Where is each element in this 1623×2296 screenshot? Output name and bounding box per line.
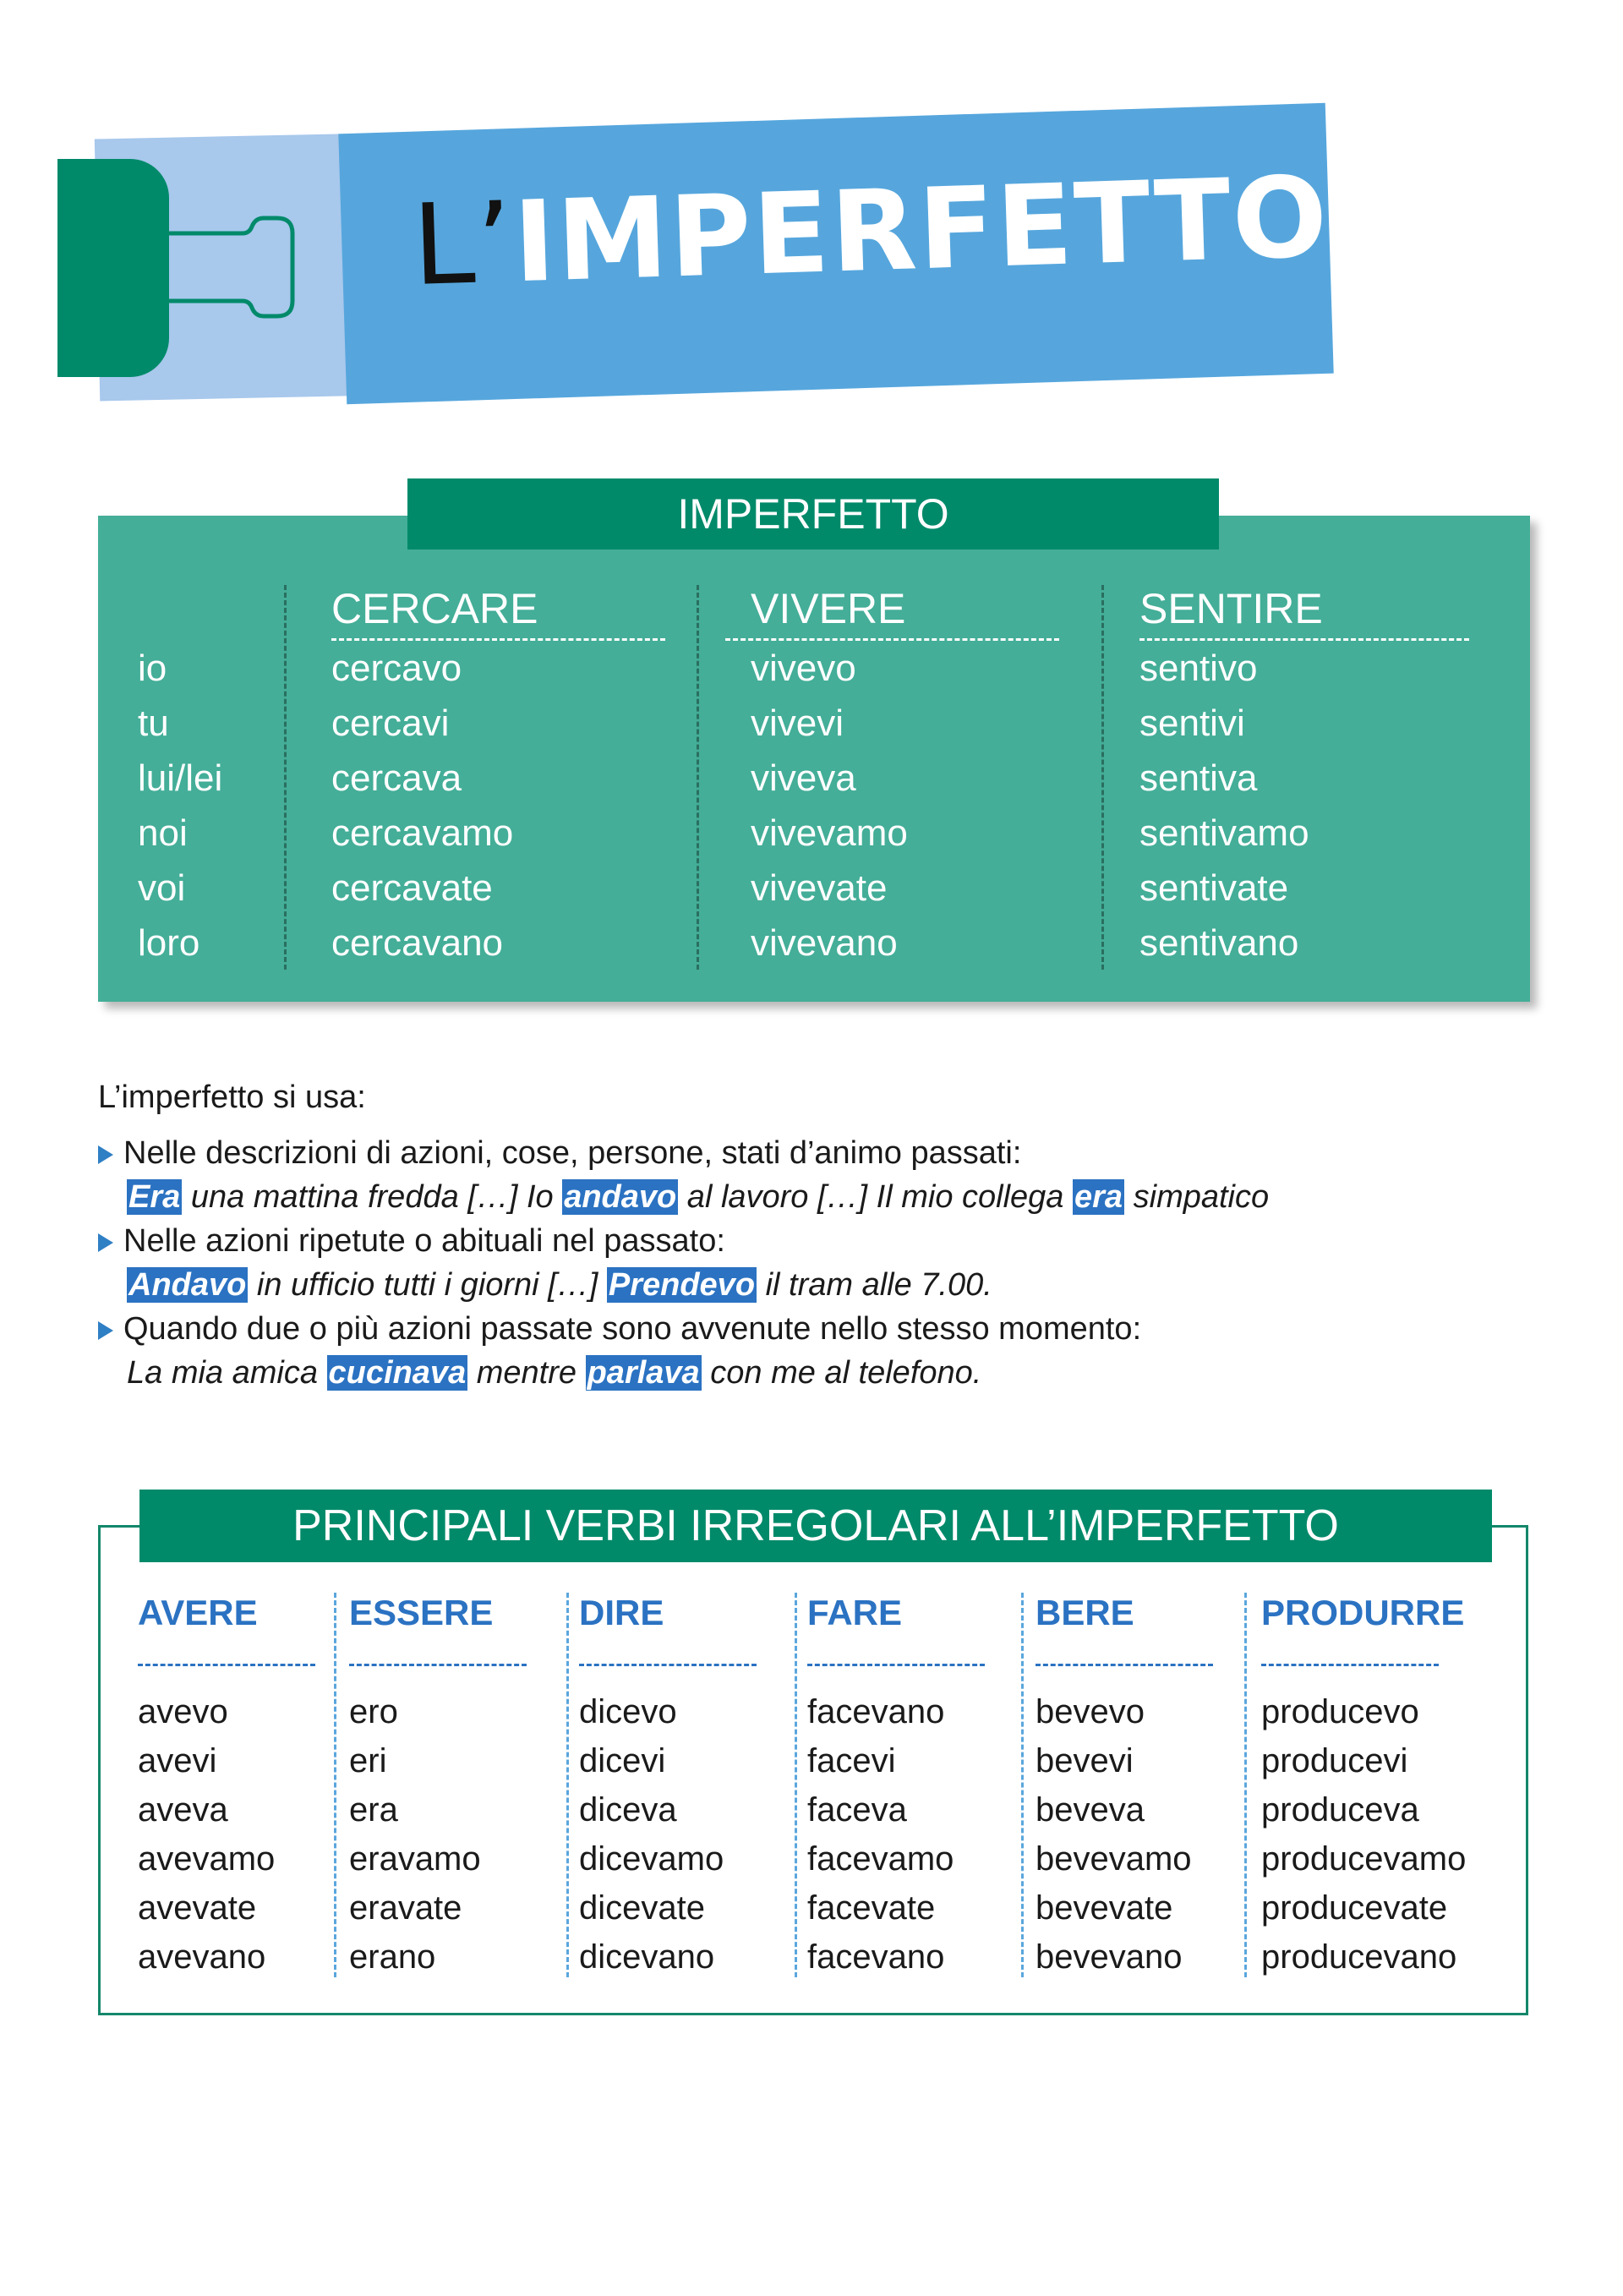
conjugation-column-cercare <box>331 583 665 970</box>
verb-form: cercavate <box>331 867 493 909</box>
binder-clip-icon <box>57 159 169 377</box>
irregular-verb-form: facevi <box>807 1742 896 1779</box>
irregular-verb-heading <box>138 1589 275 1670</box>
usage-rule-text: Nelle descrizioni di azioni, cose, persone, stati d’animo passati: <box>123 1135 1022 1171</box>
example-text: in ufficio tutti i giorni […] <box>248 1267 607 1303</box>
triangle-bullet-icon <box>98 1233 113 1252</box>
usage-rule-text: Quando due o più azioni passate sono avvenute nello stesso momento: <box>123 1311 1142 1347</box>
irregular-verb-heading <box>579 1589 724 1670</box>
verb-form: cercavamo <box>331 812 514 854</box>
irregular-verb-form: ero <box>349 1693 398 1730</box>
irregular-verb-form: erano <box>349 1938 436 1976</box>
verb-form: sentivate <box>1139 867 1289 909</box>
irregular-verb-form: dicevi <box>579 1742 666 1779</box>
page-title <box>410 152 1331 311</box>
verb-form: sentivi <box>1139 702 1245 744</box>
usage-intro: L’imperfetto si usa: <box>98 1080 366 1115</box>
verb-form: vivevamo <box>751 812 908 854</box>
irregular-verb-form: bevevamo <box>1036 1840 1192 1878</box>
verb-form: vivevo <box>751 648 856 689</box>
irregular-verb-column <box>579 1589 724 1982</box>
irregular-verb-form: bevevi <box>1036 1742 1134 1779</box>
column-divider <box>1244 1593 1247 1977</box>
usage-rule <box>98 1131 1552 1175</box>
usage-example <box>98 1263 1552 1307</box>
dashed-underline <box>579 1664 757 1666</box>
irregular-verb-form: facevate <box>807 1889 936 1927</box>
example-text: simpatico <box>1124 1179 1270 1215</box>
irregular-verb-form: dicevo <box>579 1693 677 1730</box>
irregular-verb-name: BERE <box>1036 1593 1134 1632</box>
column-divider <box>795 1593 797 1977</box>
irregular-verb-form: dicevate <box>579 1889 705 1927</box>
conjugation-header: IMPERFETTO <box>407 478 1219 549</box>
verb-form: cercavi <box>331 702 450 744</box>
example-text: il tram alle 7.00. <box>757 1267 992 1303</box>
title-prefix: L’ <box>410 178 516 311</box>
dashed-underline <box>349 1664 527 1666</box>
verb-heading: VIVERE <box>725 583 1059 641</box>
usage-rule-text: Nelle azioni ripetute o abituali nel passato: <box>123 1223 725 1259</box>
irregular-verb-column <box>349 1589 493 1982</box>
irregular-verb-form: diceva <box>579 1791 677 1829</box>
pronoun: tu <box>138 702 169 744</box>
verb-heading: CERCARE <box>331 583 665 641</box>
irregular-verb-form: producevano <box>1261 1938 1457 1976</box>
irregular-verb-form: bevevano <box>1036 1938 1183 1976</box>
verb-heading: SENTIRE <box>1139 583 1469 641</box>
irregular-verb-form: facevano <box>807 1693 945 1730</box>
irregular-verb-form: aveva <box>138 1791 228 1829</box>
highlighted-verb: Andavo <box>128 1267 247 1303</box>
irregular-verb-column <box>138 1589 275 1982</box>
irregular-verb-column <box>1036 1589 1192 1982</box>
irregular-verb-name: DIRE <box>579 1593 664 1632</box>
irregular-verb-heading <box>349 1589 493 1670</box>
irregular-verb-heading <box>1261 1589 1466 1670</box>
pronoun: lui/lei <box>138 757 223 799</box>
irregular-verb-column <box>807 1589 954 1982</box>
example-text: mentre <box>467 1355 586 1391</box>
usage-section <box>98 1072 1552 1395</box>
verb-form: vivevano <box>751 922 898 964</box>
pronoun-column <box>138 641 222 970</box>
irregular-verb-form: producevi <box>1261 1742 1408 1779</box>
pronoun: voi <box>138 867 186 909</box>
verb-form: cercavano <box>331 922 504 964</box>
irregular-verb-form: bevevate <box>1036 1889 1173 1927</box>
irregular-verb-form: era <box>349 1791 398 1829</box>
irregular-verb-name: PRODURRE <box>1261 1593 1465 1632</box>
irregular-verb-name: ESSERE <box>349 1593 494 1632</box>
highlighted-verb: parlava <box>587 1355 700 1391</box>
irregular-verb-form: beveva <box>1036 1791 1145 1829</box>
pronoun: loro <box>138 922 200 964</box>
irregular-verb-form: avevamo <box>138 1840 276 1878</box>
irregular-verb-form: producevate <box>1261 1889 1448 1927</box>
irregular-verb-form: eri <box>349 1742 387 1779</box>
irregular-verb-form: avevi <box>138 1742 217 1779</box>
example-text: una mattina fredda […] Io <box>182 1179 563 1215</box>
dashed-underline <box>1036 1664 1213 1666</box>
irregular-verb-form: facevamo <box>807 1840 954 1878</box>
usage-rule <box>98 1307 1552 1351</box>
irregular-verb-heading <box>807 1589 954 1670</box>
usage-example <box>98 1351 1552 1395</box>
highlighted-verb: Prendevo <box>608 1267 756 1303</box>
example-text: La mia amica <box>127 1355 327 1391</box>
irregular-verb-form: produceva <box>1261 1791 1419 1829</box>
irregular-verb-form: producevo <box>1261 1693 1419 1730</box>
verb-form: sentivo <box>1139 648 1258 689</box>
verb-form: sentivamo <box>1139 812 1309 854</box>
usage-example <box>98 1175 1552 1219</box>
irregular-verb-name: AVERE <box>138 1593 258 1632</box>
verb-form: sentivano <box>1139 922 1299 964</box>
verb-form: sentiva <box>1139 757 1258 799</box>
irregular-verbs-header: PRINCIPALI VERBI IRREGOLARI ALL’IMPERFETTO <box>139 1490 1492 1562</box>
irregular-verb-form: avevano <box>138 1938 266 1976</box>
highlighted-verb: cucinava <box>328 1355 467 1391</box>
usage-list <box>98 1131 1552 1395</box>
irregular-verb-name: FARE <box>807 1593 903 1632</box>
column-divider <box>566 1593 569 1977</box>
triangle-bullet-icon <box>98 1145 113 1164</box>
conjugation-column-vivere <box>725 583 1059 970</box>
verb-form: vivevi <box>751 702 844 744</box>
highlighted-verb: Era <box>128 1179 181 1215</box>
example-text: con me al telefono. <box>701 1355 982 1391</box>
highlighted-verb: era <box>1074 1179 1123 1215</box>
column-divider <box>1021 1593 1024 1977</box>
highlighted-verb: andavo <box>564 1179 677 1215</box>
dashed-underline <box>807 1664 985 1666</box>
verb-form: cercavo <box>331 648 462 689</box>
example-text: al lavoro […] Il mio collega <box>678 1179 1073 1215</box>
irregular-verb-form: dicevamo <box>579 1840 724 1878</box>
irregular-verb-form: avevo <box>138 1693 228 1730</box>
pronoun: io <box>138 648 167 689</box>
title-main: IMPERFETTO <box>511 152 1331 309</box>
irregular-verb-form: producevamo <box>1261 1840 1467 1878</box>
triangle-bullet-icon <box>98 1321 113 1340</box>
column-divider <box>697 585 699 970</box>
irregular-verb-form: eravate <box>349 1889 462 1927</box>
conjugation-column-sentire <box>1139 583 1469 970</box>
usage-rule <box>98 1219 1552 1263</box>
irregular-verb-form: dicevano <box>579 1938 715 1976</box>
verb-form: cercava <box>331 757 462 799</box>
dashed-underline <box>138 1664 315 1666</box>
column-divider <box>1101 585 1104 970</box>
irregular-verb-form: facevano <box>807 1938 945 1976</box>
irregular-verb-form: faceva <box>807 1791 907 1829</box>
irregular-verb-form: avevate <box>138 1889 257 1927</box>
column-divider <box>284 585 287 970</box>
irregular-verb-form: eravamo <box>349 1840 481 1878</box>
pronoun: noi <box>138 812 188 854</box>
irregular-verb-heading <box>1036 1589 1192 1670</box>
column-divider <box>334 1593 336 1977</box>
verb-form: viveva <box>751 757 856 799</box>
irregular-verb-column <box>1261 1589 1466 1982</box>
irregular-verb-form: bevevo <box>1036 1693 1145 1730</box>
verb-form: vivevate <box>751 867 888 909</box>
binder-clip-wire-icon <box>162 208 306 326</box>
dashed-underline <box>1261 1664 1439 1666</box>
